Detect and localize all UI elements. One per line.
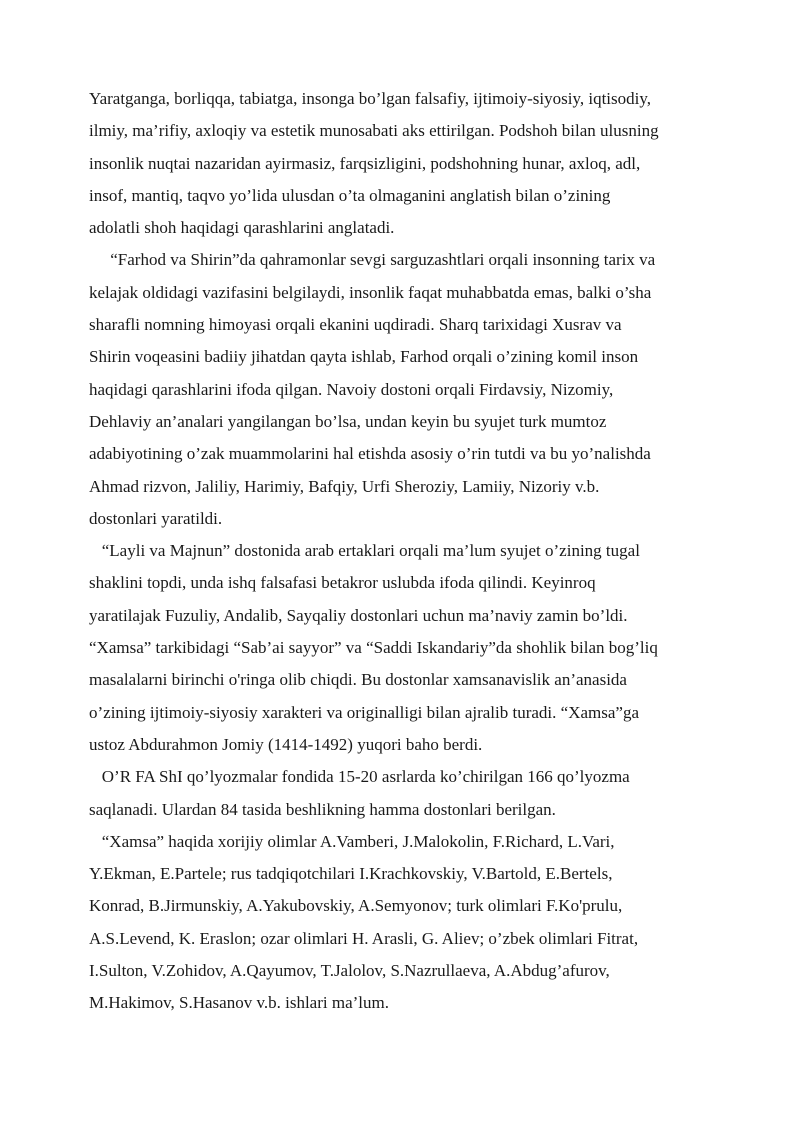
text-line: A.S.Levend, K. Eraslon; ozar olimlari H. Arasli, G. Aliev; o’zbek olimlari Fitrat, [89,928,639,948]
text-line: masalalarni birinchi o'ringa olib chiqdi. Bu dostonlar xamsanavislik an’anasida [89,670,627,690]
text-line: insof, mantiq, taqvo yo’lida ulusdan o’ta olmaganini anglatish bilan o’zining [89,185,611,205]
paragraph-5 [89,826,729,1020]
text-line: insonlik nuqtai nazaridan ayirmasiz, farqsizligini, podshohning hunar, axloq, adl, [89,153,641,173]
text-line: saqlanadi. Ulardan 84 tasida beshlikning hamma dostonlari berilgan. [89,799,556,819]
text-line: “Farhod va Shirin”da qahramonlar sevgi sarguzashtlari orqali insonning tarix va [89,250,656,270]
text-line: ilmiy, ma’rifiy, axloqiy va estetik munosabati aks ettirilgan. Podshoh bilan ulusning [89,121,659,141]
text-line: O’R FA ShI qo’lyozmalar fondida 15-20 asrlarda ko’chirilgan 166 qo’lyozma [89,767,630,787]
text-line: dostonlari yaratildi. [89,508,223,528]
paragraph-1 [89,83,729,244]
text-line: “Xamsa” haqida xorijiy olimlar A.Vamberi, J.Malokolin, F.Richard, L.Vari, [89,831,615,851]
text-line: ustoz Abdurahmon Jomiy (1414-1492) yuqori baho berdi. [89,734,483,754]
text-line: Y.Ekman, E.Partele; rus tadqiqotchilari I.Krachkovskiy, V.Bartold, E.Bertels, [89,864,613,884]
text-line: “Xamsa” tarkibidagi “Sab’ai sayyor” va “Saddi Iskandariy”da shohlik bilan bog’liq [89,638,658,658]
text-line: yaratilajak Fuzuliy, Andalib, Sayqaliy dostonlari uchun ma’naviy zamin bo’ldi. [89,605,628,625]
text-line: Ahmad rizvon, Jaliliy, Harimiy, Bafqiy, Urfi Sheroziy, Lamiiy, Nizoriy v.b. [89,476,600,496]
text-line: I.Sulton, V.Zohidov, A.Qayumov, T.Jalolov, S.Nazrullaeva, A.Abdug’afurov, [89,961,610,981]
text-line: kelajak oldidagi vazifasini belgilaydi, insonlik faqat muhabbatda emas, balki o’sha [89,282,652,302]
text-line: sharafli nomning himoyasi orqali ekanini uqdiradi. Sharq tarixidagi Xusrav va [89,315,622,335]
text-line: M.Hakimov, S.Hasanov v.b. ishlari ma’lum. [89,993,389,1013]
text-line: haqidagi qarashlarini ifoda qilgan. Navoiy dostoni orqali Firdavsiy, Nizomiy, [89,379,614,399]
text-line: Dehlaviy an’analari yangilangan bo’lsa, undan keyin bu syujet turk mumtoz [89,411,607,431]
paragraph-3 [89,535,729,761]
paragraph-4 [89,761,729,826]
text-line: adabiyotining o’zak muammolarini hal etishda asosiy o’rin tutdi va bu yo’nalishda [89,444,651,464]
text-line: o’zining ijtimoiy-siyosiy xarakteri va originalligi bilan ajralib turadi. “Xamsa”ga [89,702,639,722]
text-line: shaklini topdi, unda ishq falsafasi betakror uslubda ifoda qilindi. Keyinroq [89,573,596,593]
text-line: Yaratganga, borliqqa, tabiatga, insonga bo’lgan falsafiy, ijtimoiy-siyosiy, iqtisodiy, [89,89,652,108]
document-body [89,83,729,1020]
text-line: adolatli shoh haqidagi qarashlarini anglatadi. [89,218,395,238]
text-line: Konrad, B.Jirmunskiy, A.Yakubovskiy, A.Semyonov; turk olimlari F.Ko'prulu, [89,896,623,916]
paragraph-2 [89,244,729,535]
text-line: “Layli va Majnun” dostonida arab ertaklari orqali ma’lum syujet o’zining tugal [89,541,640,561]
text-line: Shirin voqeasini badiiy jihatdan qayta ishlab, Farhod orqali o’zining komil inson [89,347,639,367]
